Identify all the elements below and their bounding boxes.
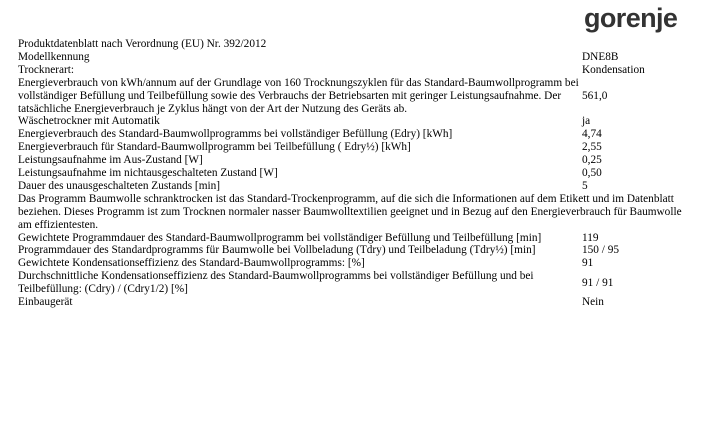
sheet-title: Produktdatenblatt nach Verordnung (EU) Nr. 392/2012 bbox=[18, 38, 267, 50]
row-value: 0,50 bbox=[582, 167, 602, 180]
data-row-program-duration bbox=[18, 244, 694, 257]
row-value: 119 bbox=[582, 231, 599, 244]
row-label: Gewichtete Kondensationseffizienz des Standard-Baumwollprogramms: [%] bbox=[18, 257, 365, 270]
data-row-left-on-duration bbox=[18, 180, 694, 193]
row-label: Einbaugerät bbox=[18, 296, 73, 309]
data-row-weighted-duration bbox=[18, 232, 694, 245]
row-value: 5 bbox=[582, 179, 588, 192]
row-value: ja bbox=[582, 115, 591, 128]
row-value: 91 / 91 bbox=[582, 276, 614, 289]
row-value: DNE8B bbox=[582, 50, 619, 63]
data-row-average-condensation bbox=[18, 270, 694, 296]
data-row-energy-partial-load bbox=[18, 141, 694, 154]
data-row-model-id bbox=[18, 51, 694, 64]
data-row-energy-full-load bbox=[18, 128, 694, 141]
row-label: Leistungsaufnahme im Aus-Zustand [W] bbox=[18, 154, 203, 167]
row-label: Energieverbrauch von kWh/annum auf der Grundlage von 160 Trocknungszyklen für das Standard-Baumwollprogramm bei vollständiger Befüllung und Teilbefüllung sowie des Verbrauchs der Betriebsarten mit geringer Leistungsaufnahme. Der tatsächliche Energieverbrauch je Zyklus hängt von der Art der Nutzung des Geräts ab. bbox=[18, 76, 579, 115]
data-row-built-in bbox=[18, 296, 694, 309]
data-row-automatic bbox=[18, 115, 694, 128]
row-value: 0,25 bbox=[582, 154, 602, 167]
row-label: Energieverbrauch für Standard-Baumwollprogramm bei Teilbefüllung ( Edry½) [kWh] bbox=[18, 141, 411, 154]
data-row-left-on-power bbox=[18, 167, 694, 180]
data-row-dryer-type bbox=[18, 64, 694, 77]
row-label: Trocknerart: bbox=[18, 63, 75, 76]
brand-logo: gorenje bbox=[584, 3, 678, 33]
data-row-weighted-condensation bbox=[18, 257, 694, 270]
data-row-annual-energy bbox=[18, 77, 694, 116]
row-value: 561,0 bbox=[582, 89, 608, 102]
row-label: Gewichtete Programmdauer des Standard-Baumwollprogramm bei vollständiger Befüllung und Teilbefüllung [min] bbox=[18, 231, 542, 244]
row-value: Kondensation bbox=[582, 63, 645, 76]
row-label: Programmdauer des Standardprogramms für Baumwolle bei Vollbeladung (Tdry) und Teilbeladung (Tdry½) [min] bbox=[18, 244, 536, 257]
row-label: Wäschetrockner mit Automatik bbox=[18, 115, 160, 128]
row-label: Durchschnittliche Kondensationseffizienz des Standard-Baumwollprogramms bei vollständiger Befüllung und bei Teilbefüllung: (Cdry) / (Cdry1/2) [%] bbox=[18, 270, 534, 296]
data-row-off-mode-power bbox=[18, 154, 694, 167]
row-value: 2,55 bbox=[582, 141, 602, 154]
row-label: Energieverbrauch des Standard-Baumwollprogramms bei vollständiger Befüllung (Edry) [kWh] bbox=[18, 128, 453, 141]
row-label: Modellkennung bbox=[18, 50, 90, 63]
row-value: Nein bbox=[582, 296, 604, 309]
standard-program-note: Das Programm Baumwolle schranktrocken ist das Standard-Trockenprogramm, auf die sich die Informationen auf dem Etikett und im Datenblatt beziehen. Dieses Programm ist zum Trocknen normaler nasser Baumwolltextilien geeignet und in Bezug auf den Energieverbrauch für Baumwolle am effizientesten. bbox=[18, 192, 682, 231]
row-value: 91 bbox=[582, 257, 594, 270]
row-label: Dauer des unausgeschalteten Zustands [min] bbox=[18, 179, 221, 192]
row-value: 150 / 95 bbox=[582, 244, 620, 257]
product-data-sheet bbox=[18, 38, 694, 309]
row-label: Leistungsaufnahme im nichtausgeschalteten Zustand [W] bbox=[18, 167, 278, 180]
row-value: 4,74 bbox=[582, 128, 602, 141]
